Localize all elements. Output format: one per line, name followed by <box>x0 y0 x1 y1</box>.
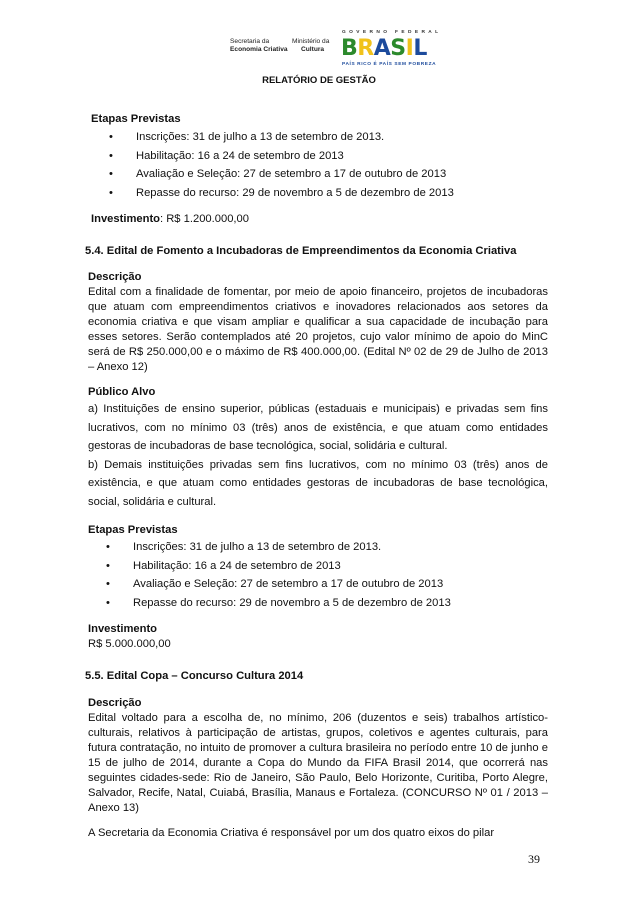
investimento-line <box>91 212 548 227</box>
list-item: • Avaliação e Seleção: 27 de setembro a 17 de outubro de 2013 <box>106 575 548 594</box>
list-item: • Habilitação: 16 a 24 de setembro de 2013 <box>106 557 548 576</box>
brasil-letter: A <box>373 36 391 61</box>
section-title-5-4: 5.4. Edital de Fomento a Incubadoras de Empreendimentos da Economia Criativa <box>85 245 517 257</box>
document-body <box>85 112 548 841</box>
governo-federal-text: GOVERNO FEDERAL <box>342 30 442 35</box>
brasil-wordmark <box>341 36 427 61</box>
brasil-letter: S <box>390 36 406 61</box>
page-number: 39 <box>528 852 540 866</box>
ministerio-line2: Cultura <box>301 46 325 53</box>
descricao-text: Edital com a finalidade de fomentar, por meio de apoio financeiro, projetos de incubadoras que atuam com empreendimentos criativos e inovadores relacionados aos setores da economia criativa e que visam ampliar e qualificar a sua capacidade de incubação para esses setores. Serão contemplados até 20 projetos, cujo valor mínimo de apoio do MinC será de R$ 250.000,00 e o máximo de R$ 400.000,00. (Edital Nº 02 de 29 de Julho de 2013 – Anexo 12) <box>88 286 548 373</box>
secretaria-line2: Economia Criativa <box>230 46 288 53</box>
etapas-list <box>91 128 548 202</box>
investimento-label: Investimento <box>91 213 161 225</box>
brasil-logo <box>342 30 460 74</box>
list-item: • Inscrições: 31 de julho a 13 de setembro de 2013. <box>106 538 548 557</box>
list-item: • Inscrições: 31 de julho a 13 de setembro de 2013. <box>109 128 548 147</box>
publico-alvo-a: a) Instituições de ensino superior, públicas (estaduais e municipais) e privadas sem fins lucrativos, com no mínimo 03 (três) anos de existência, e que atuam como entidades gestoras de incubadoras de base tecnológica, social, solidária e cultural. <box>88 403 548 452</box>
etapas-list <box>88 538 548 612</box>
etapas-label: Etapas Previstas <box>91 113 181 125</box>
investimento-value: : R$ 1.200.000,00 <box>160 213 249 225</box>
brasil-letter: R <box>357 36 374 61</box>
header-logos <box>230 22 460 67</box>
investimento-value: R$ 5.000.000,00 <box>88 638 171 650</box>
publico-alvo-b: b) Demais instituições privadas sem fins lucrativos, com no mínimo 03 (três) anos de existência, e que atuam como entidades gestoras de incubadoras de base tecnológica, social, solidária e cultural. <box>88 458 548 508</box>
brasil-letter: I <box>405 36 414 61</box>
descricao-label: Descrição <box>88 697 142 709</box>
descricao-label: Descrição <box>88 271 142 283</box>
investimento-label: Investimento <box>88 623 158 635</box>
ministerio-line1: Ministério da <box>292 38 330 45</box>
slogan-text: PAÍS RICO É PAÍS SEM POBREZA <box>342 62 437 67</box>
list-item: • Repasse do recurso: 29 de novembro a 5 de dezembro de 2013 <box>109 184 548 203</box>
descricao-text: Edital voltado para a escolha de, no mínimo, 206 (duzentos e seis) trabalhos artístico-culturais, relativos à participação de artistas, grupos, coletivos e agentes culturais, para futura contratação, no intuito de promover a cultura brasileira no período entre 10 de junho e 15 de julho de 2014, durante a Copa do Mundo da FIFA Brasil 2014, que ocorrerá nas seguintes cidades-sede: Rio de Janeiro, São Paulo, Belo Horizonte, Curitiba, Porto Alegre, Salvador, Recife, Natal, Cuiabá, Brasília, Manaus e Fortaleza. (CONCURSO Nº 01 / 2013 – Anexo 13) <box>88 712 548 814</box>
closing-paragraph: A Secretaria da Economia Criativa é responsável por um dos quatro eixos do pilar <box>88 827 495 839</box>
publico-alvo-label: Público Alvo <box>88 386 156 398</box>
report-title: RELATÓRIO DE GESTÃO <box>262 75 376 86</box>
list-item: • Avaliação e Seleção: 27 de setembro a 17 de outubro de 2013 <box>109 165 548 184</box>
etapas-label: Etapas Previstas <box>88 524 178 536</box>
secretaria-logo <box>230 38 288 54</box>
list-item: • Habilitação: 16 a 24 de setembro de 2013 <box>109 147 548 166</box>
secretaria-line1: Secretaria da <box>230 38 270 45</box>
brasil-letter: L <box>413 36 427 61</box>
ministerio-logo <box>292 38 329 54</box>
brasil-letter: B <box>341 36 358 61</box>
list-item: • Repasse do recurso: 29 de novembro a 5 de dezembro de 2013 <box>106 594 548 613</box>
section-title-5-5: 5.5. Edital Copa – Concurso Cultura 2014 <box>85 670 304 682</box>
